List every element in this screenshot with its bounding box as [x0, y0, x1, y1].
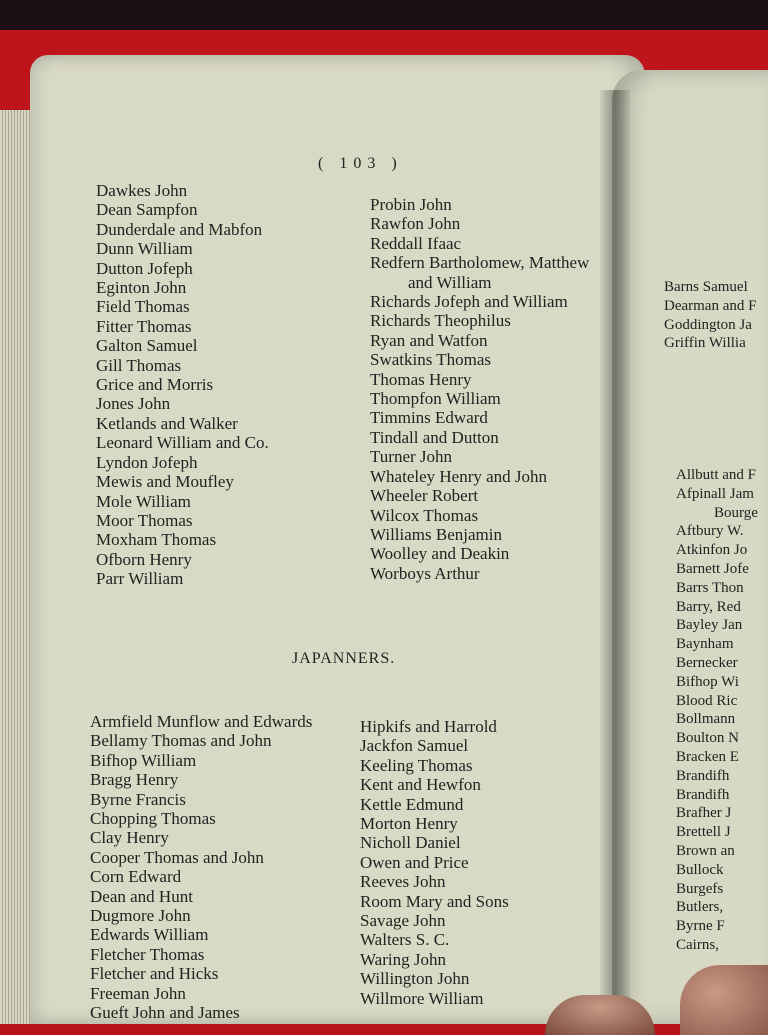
list-entry: Morton Henry: [360, 814, 458, 834]
list-entry: Barnett Jofe: [676, 560, 749, 577]
list-entry: Nicholl Daniel: [360, 833, 461, 853]
list-entry: Dean and Hunt: [90, 886, 193, 906]
list-entry: Mole William: [96, 491, 191, 511]
list-entry: Corn Edward: [90, 867, 182, 887]
list-entry: Butlers,: [676, 899, 724, 916]
list-entry: Redfern Bartholomew, Matthew: [370, 253, 590, 273]
list-entry: Clay Henry: [90, 828, 169, 848]
list-entry: Dunn William: [96, 239, 193, 259]
list-entry: Savage John: [360, 911, 446, 931]
list-entry: Ketlands and Walker: [96, 413, 238, 433]
list-entry: Cairns,: [676, 936, 719, 953]
list-entry: Willington John: [360, 969, 470, 989]
list-entry: Bayley Jan: [676, 617, 743, 634]
list-entry: Dean Sampfon: [96, 200, 198, 220]
list-entry: Wilcox Thomas: [370, 505, 479, 525]
list-entry: Byrne F: [676, 918, 725, 935]
list-entry: Moor Thomas: [96, 510, 193, 530]
list-entry: Moxham Thomas: [96, 530, 217, 550]
list-entry: Owen and Price: [360, 852, 469, 872]
list-entry: Bracken E: [676, 748, 739, 765]
list-entry: Room Mary and Sons: [360, 891, 509, 911]
list-entry: Tindall and Dutton: [370, 427, 499, 447]
list-entry: Ryan and Watfon: [370, 330, 488, 350]
list-entry: Brandifh: [676, 786, 730, 803]
list-entry: Dutton Jofeph: [96, 258, 193, 278]
list-entry: Gueft John and James: [90, 1003, 240, 1023]
list-entry: Rawfon John: [370, 214, 461, 234]
list-entry: Freeman John: [90, 983, 186, 1003]
section-heading: JAPANNERS.: [292, 650, 396, 667]
list-entry: Dawkes John: [96, 181, 188, 200]
list-entry: Willmore William: [360, 988, 484, 1008]
list-entry: Goddington Ja: [664, 316, 752, 333]
list-entry: Boulton N: [676, 730, 739, 747]
list-entry: Brettell J: [676, 824, 731, 841]
lower-left-column: [90, 712, 312, 1023]
book-gutter: [600, 90, 630, 1024]
list-entry: Brafher J: [676, 805, 732, 822]
list-entry: Kent and Hewfon: [360, 775, 481, 795]
list-entry: Jackfon Samuel: [360, 736, 469, 756]
lower-right-column: [360, 717, 509, 1008]
list-entry: Dearman and F: [664, 297, 757, 314]
list-entry: Swatkins Thomas: [370, 350, 492, 370]
list-entry: Aftbury W.: [676, 523, 744, 540]
list-entry: Whateley Henry and John: [370, 466, 548, 486]
list-entry: Keeling Thomas: [360, 755, 473, 775]
list-entry: Wheeler Robert: [370, 486, 479, 506]
list-entry: Allbutt and F: [676, 467, 757, 483]
upper-left-column: [96, 181, 269, 589]
list-entry: and William: [408, 272, 492, 292]
list-entry: Bourge: [714, 504, 758, 521]
list-entry: Timmins Edward: [370, 408, 488, 428]
list-entry: Richards Jofeph and William: [370, 292, 568, 312]
list-entry: Woolley and Deakin: [370, 544, 510, 564]
list-entry: Barns Samuel: [664, 279, 748, 295]
list-entry: Lyndon Jofeph: [96, 452, 198, 472]
list-entry: Fletcher Thomas: [90, 944, 205, 964]
list-entry: Byrne Francis: [90, 789, 186, 809]
list-entry: Reeves John: [360, 872, 446, 892]
list-entry: Williams Benjamin: [370, 524, 502, 544]
list-entry: Bernecker: [676, 654, 738, 671]
finger: [680, 965, 768, 1035]
list-entry: Bollmann: [676, 711, 736, 728]
list-entry: Burgefs: [676, 880, 724, 897]
list-entry: Afpinall Jam: [676, 485, 754, 502]
list-entry: Atkinfon Jo: [676, 542, 748, 559]
list-entry: Dugmore John: [90, 906, 191, 926]
list-entry: Eginton John: [96, 278, 187, 298]
list-entry: Parr William: [96, 569, 184, 589]
list-entry: Jones John: [96, 394, 171, 414]
list-entry: Turner John: [370, 447, 453, 467]
right-page-list: [676, 466, 758, 955]
list-entry: Richards Theophilus: [370, 311, 511, 331]
list-entry: Cooper Thomas and John: [90, 847, 264, 867]
list-entry: Brown an: [676, 842, 735, 859]
list-entry: Edwards William: [90, 925, 209, 945]
list-entry: Galton Samuel: [96, 336, 198, 356]
list-entry: Thompfon William: [370, 389, 501, 409]
list-entry: Blood Ric: [676, 692, 738, 709]
list-entry: Baynham: [676, 636, 734, 653]
list-entry: Bifhop William: [90, 750, 197, 770]
list-entry: Bullock: [676, 861, 724, 878]
list-entry: Field Thomas: [96, 297, 190, 317]
page-number: ( 103 ): [318, 155, 403, 172]
list-entry: Barrs Thon: [676, 579, 744, 596]
list-entry: Bragg Henry: [90, 770, 179, 790]
list-entry: Dunderdale and Mabfon: [96, 219, 263, 239]
list-entry: Thomas Henry: [370, 369, 472, 389]
list-entry: Grice and Morris: [96, 375, 214, 395]
list-entry: Leonard William and Co.: [96, 433, 269, 453]
list-entry: Gill Thomas: [96, 355, 182, 375]
upper-right-column: [370, 195, 589, 583]
list-entry: Brandifh: [676, 767, 730, 784]
list-entry: Hipkifs and Harrold: [360, 717, 497, 736]
list-entry: Probin John: [370, 195, 452, 214]
list-entry: Armfield Munflow and Edwards: [90, 712, 313, 731]
list-entry: Barry, Red: [676, 598, 741, 615]
list-entry: Kettle Edmund: [360, 794, 464, 814]
list-entry: Bifhop Wi: [676, 673, 739, 690]
right-page-top-list: [664, 278, 756, 353]
list-entry: Bellamy Thomas and John: [90, 731, 272, 751]
list-entry: Reddall Ifaac: [370, 233, 462, 253]
list-entry: Chopping Thomas: [90, 809, 216, 829]
list-entry: Mewis and Moufley: [96, 472, 234, 492]
list-entry: Worboys Arthur: [370, 563, 480, 583]
list-entry: Fitter Thomas: [96, 316, 192, 336]
list-entry: Ofborn Henry: [96, 549, 192, 569]
list-entry: Griffin Willia: [664, 335, 746, 352]
list-entry: Walters S. C.: [360, 930, 450, 950]
list-entry: Waring John: [360, 949, 446, 969]
list-entry: Fletcher and Hicks: [90, 964, 219, 984]
